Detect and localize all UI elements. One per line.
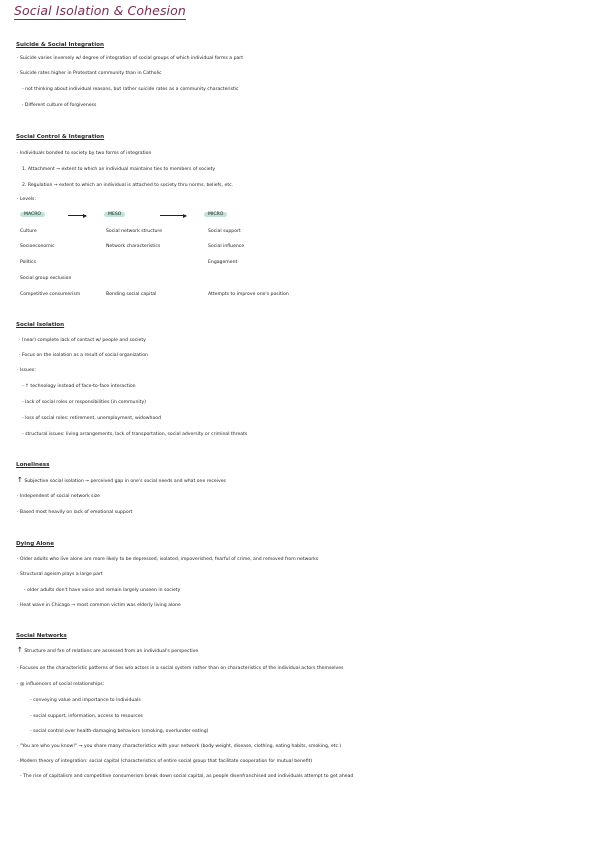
note-line: · Older adults who live alone are more likely to be depressed, isolated, impoverished, fearful of crime, and removed from networks xyxy=(17,557,319,562)
note-line: - loss of social roles: retirement, unemployment, widowhood xyxy=(22,416,161,421)
note-line: - social control over health-damaging behaviors (smoking, overlunder eating) xyxy=(30,729,209,734)
level-micro: MICRO xyxy=(204,212,227,217)
note-line: · Suicide varies inversely w/ degree of integration of social groups of which individual forms a part xyxy=(17,56,243,61)
meso-item: Social network structure xyxy=(106,229,163,234)
note-line: - social support, information, access to resources xyxy=(30,714,143,719)
note-line: 2. Regulation → extent to which an individual is attached to society thru norms, beliefs, etc. xyxy=(22,183,234,188)
note-line: - older adults don't have voice and remain largely unseen in society xyxy=(24,588,181,593)
note-line: · Structural ageism plays a large part xyxy=(17,572,103,577)
note-line: - structural issues: living arrangements, lack of transportation, social adversity or criminal threats xyxy=(22,432,248,437)
note-line: · Focus on the isolation as a result of social organization xyxy=(19,353,148,358)
macro-item: Social group exclusion xyxy=(20,276,72,281)
note-line: · Focuses on the characteristic patterns of ties w/o actors in a social system rather than on characteristics of the individual actors themselves xyxy=(17,666,344,671)
note-line: · Issues: xyxy=(17,368,36,373)
note-line: Subjective social isolation → perceived gap in one's social needs and what one receives xyxy=(24,479,226,484)
note-line: · "You are who you know!" → you share many characteristics with your network (body weight, disease, clothing, eating habits, smoking, etc.) xyxy=(17,744,342,749)
note-line: · Based most heavily on lack of emotional support xyxy=(17,510,133,515)
note-line: · Independent of social network size xyxy=(17,494,100,499)
section-heading-social-control: Social Control & Integration xyxy=(16,134,105,140)
section-heading-dying-alone: Dying Alone xyxy=(16,541,55,547)
micro-item: Social support xyxy=(208,229,241,234)
micro-item: Social influence xyxy=(208,244,245,249)
meso-item: Bonding social capital xyxy=(106,292,157,297)
arrow-icon xyxy=(160,215,186,216)
note-line: · Different culture of forgiveness xyxy=(22,103,97,108)
note-line: · (near) complete lack of contact w/ people and society xyxy=(19,338,146,343)
note-line: - lack of social roles or responsibilities (in community) xyxy=(22,400,146,405)
note-line: · Individuals bonded to society by two forms of integration xyxy=(17,151,152,156)
page-title: Social Isolation & Cohesion xyxy=(14,3,186,18)
note-line: · Levels: xyxy=(17,197,36,202)
note-line: - conveying value and importance to individuals xyxy=(30,698,141,703)
section-heading-suicide: Suicide & Social Integration xyxy=(16,42,104,48)
macro-item: Socioeconomic xyxy=(20,244,55,249)
arrow-icon xyxy=(68,215,86,216)
note-line: Structure and fxn of relations are assessed from an individual's perspective xyxy=(24,649,199,654)
micro-item: Engagement xyxy=(208,260,238,265)
note-line: · Modern theory of integration: social capital (characteristics of entire social group that facilitate cooperation for mutual benefit) xyxy=(17,759,313,764)
caret-arrow-icon: ↑ xyxy=(17,476,23,484)
macro-item: Competitive consumerism xyxy=(20,292,81,297)
macro-item: Culture xyxy=(20,229,37,234)
note-line: · Heat wave in Chicago → most common victim was elderly living alone xyxy=(17,603,181,608)
note-line: - ↑ technology instead of face-to-face interaction xyxy=(22,384,136,389)
note-line: 1. Attachment → extent to which an individual maintains ties to members of society xyxy=(22,167,216,172)
macro-item: Politics xyxy=(20,260,36,265)
note-line: - not thinking about individual reasons, but rather suicide rates as a community characteristic xyxy=(22,87,239,92)
level-macro: MACRO xyxy=(20,212,45,217)
level-meso: MESO xyxy=(104,212,125,217)
note-line: - The rise of capitalism and competitive consumerism break down social capital, as people disenfranchised and individuals attempt to get ahead xyxy=(20,774,354,779)
note-line: · @ influencers of social relationships: xyxy=(17,682,105,687)
note-line: · Suicide rates higher in Protestant community than in Catholic xyxy=(17,71,162,76)
micro-item: Attempts to improve one's position xyxy=(208,292,289,297)
section-heading-social-isolation: Social Isolation xyxy=(16,322,65,328)
section-heading-loneliness: Loneliness xyxy=(16,462,50,468)
section-heading-social-networks: Social Networks xyxy=(16,633,67,639)
caret-arrow-icon: ↑ xyxy=(17,646,23,654)
meso-item: Network characteristics xyxy=(106,244,161,249)
